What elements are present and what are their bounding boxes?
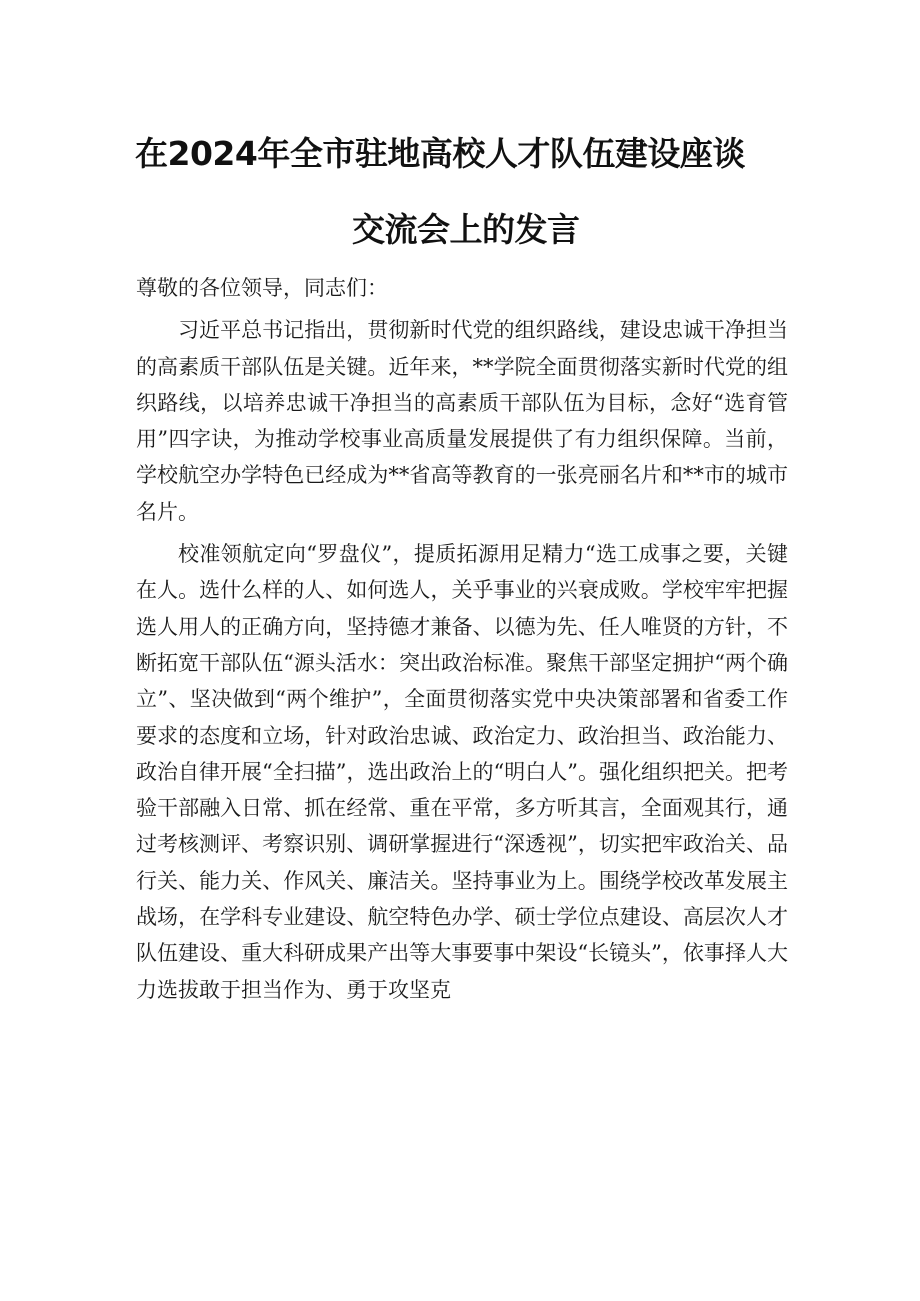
paragraph-1: 习近平总书记指出，贯彻新时代党的组织路线，建设忠诚干净担当的高素质干部队伍是关键。近年来，**学院全面贯彻落实新时代党的组织路线，以培养忠诚干净担当的高素质干部队伍为目标，念好“选育管用”四字诀，为推动学校事业高质量发展提供了有力组织保障。当前，学校航空办学特色已经成为**省高等教育的一张亮丽名片和**市的城市名片。 [136, 318, 788, 524]
document-body [136, 270, 788, 1014]
salutation: 尊敬的各位领导，同志们： [136, 276, 388, 300]
document-title-line-2: 交流会上的发言 [352, 210, 580, 249]
document-title-line-1: 在2024年全市驻地高校人才队伍建设座谈 [135, 134, 745, 173]
paragraph-2: 校准领航定向“罗盘仪”，提质拓源用足精力“选工成事之要，关键在人。选什么样的人、如何选人，关乎事业的兴衰成败。学校牢牢把握选人用人的正确方向，坚持德才兼备、以德为先、任人唯贤的方针，不断拓宽干部队伍“源头活水：突出政治标准。聚焦干部坚定拥护“两个确立”、坚决做到“两个维护”，全面贯彻落实党中央决策部署和省委工作要求的态度和立场，针对政治忠诚、政治定力、政治担当、政治能力、政治自律开展“全扫描”，选出政治上的“明白人”。强化组织把关。把考验干部融入日常、抓在经常、重在平常，多方听其言，全面观其行，通过考核测评、考察识别、调研掌握进行“深透视”，切实把牢政治关、品行关、能力关、作风关、廉洁关。坚持事业为上。围绕学校改革发展主战场，在学科专业建设、航空特色办学、硕士学位点建设、高层次人才队伍建设、重大科研成果产出等大事要事中架设“长镜头”，依事择人大力选拔敢于担当作为、勇于攻坚克 [136, 542, 788, 1002]
